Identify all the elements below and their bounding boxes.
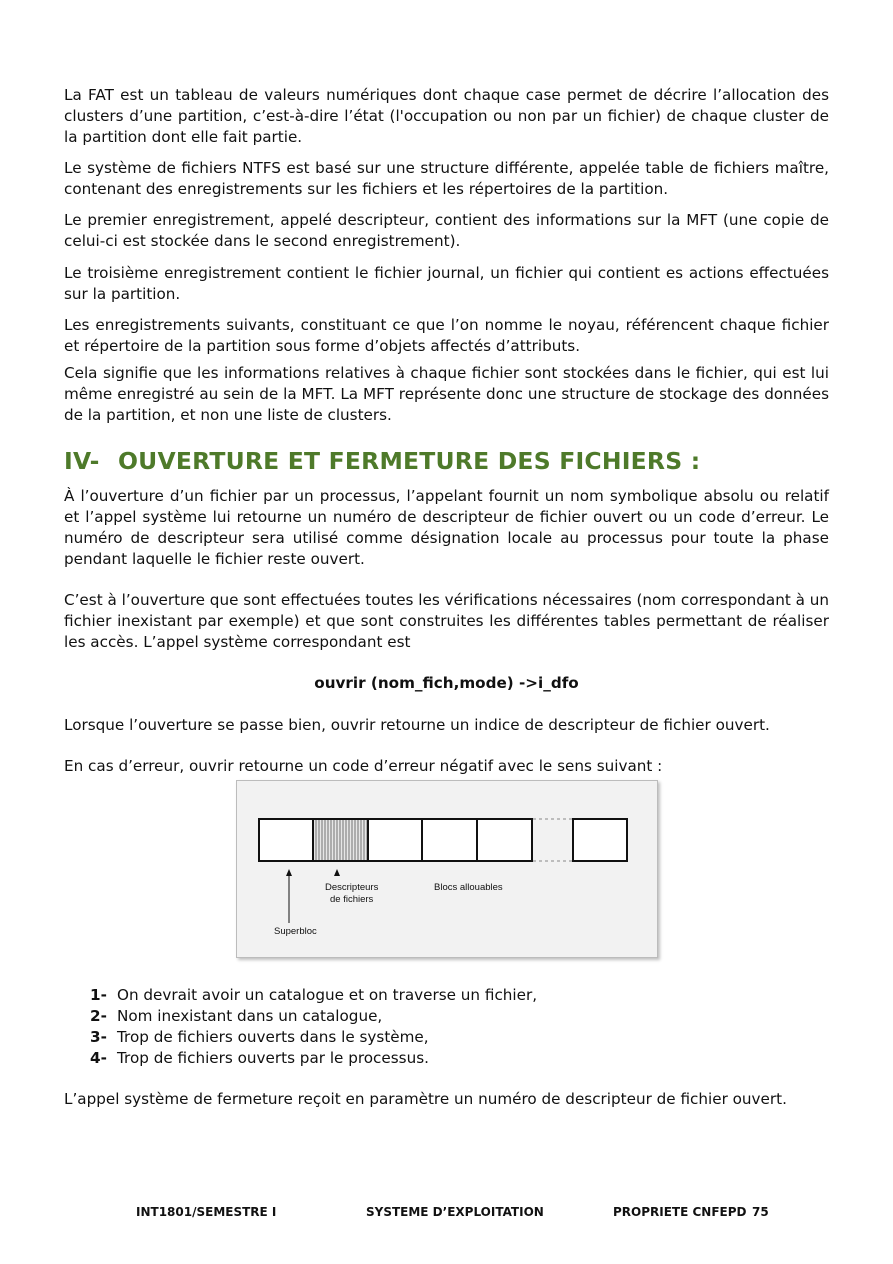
superbloc-block — [259, 819, 313, 861]
error-codes-list — [64, 985, 829, 1069]
label-superbloc: Superbloc — [274, 926, 317, 937]
list-item-text: Trop de fichiers ouverts par le processus. — [117, 1049, 429, 1067]
section-heading — [64, 446, 829, 476]
paragraph-next-records: Les enregistrements suivants, constituant ce que l’on nomme le noyau, référencent chaque fichier et répertoire de la partition sous forme d’objets affectés d’attributs. — [64, 316, 829, 355]
paragraph-first-record: Le premier enregistrement, appelé descripteur, contient des informations sur la MFT (une copie de celui-ci est stockée dans le second enregistrement). — [64, 211, 829, 250]
descriptor-arrow-head — [334, 869, 340, 876]
label-descripteurs-2: de fichiers — [330, 894, 374, 905]
alloc-block-2 — [422, 819, 477, 861]
section-number: IV- — [64, 447, 100, 475]
list-item-number: 3- — [90, 1028, 107, 1046]
paragraph-third-record: Le troisième enregistrement contient le fichier journal, un fichier qui contient es actions effectuées sur la partition. — [64, 264, 829, 303]
label-descripteurs-1: Descripteurs — [325, 882, 379, 893]
list-item — [90, 1006, 829, 1027]
list-item — [90, 1027, 829, 1048]
paragraph-fat: La FAT est un tableau de valeurs numériques dont chaque case permet de décrire l’allocation des clusters d’une partition, c’est-à-dire l’état (l'occupation ou non par un fichier) de chaque cluster de la partition dont elle fait partie. — [64, 86, 829, 146]
paragraph-closing: L’appel système de fermeture reçoit en paramètre un numéro de descripteur de fichier ouvert. — [64, 1090, 787, 1108]
alloc-block-3 — [477, 819, 532, 861]
list-item-text: On devrait avoir un catalogue et on traverse un fichier, — [117, 986, 538, 1004]
alloc-block-1 — [368, 819, 422, 861]
footer-subject: SYSTEME D’EXPLOITATION — [366, 1205, 544, 1219]
paragraph-ntfs: Le système de fichiers NTFS est basé sur une structure différente, appelée table de fichiers maître, contenant des enregistrements sur les fichiers et les répertoires de la partition. — [64, 159, 829, 198]
list-item-number: 4- — [90, 1049, 107, 1067]
section-title: OUVERTURE ET FERMETURE DES FICHIERS : — [118, 447, 701, 475]
superbloc-arrow-head — [286, 869, 292, 876]
paragraph-error-intro: En cas d’erreur, ouvrir retourne un code d’erreur négatif avec le sens suivant : — [64, 757, 663, 775]
disk-layout-diagram — [237, 781, 657, 957]
list-item — [90, 1048, 829, 1069]
system-call-signature: ouvrir (nom_fich,mode) ->i_dfo — [314, 674, 579, 692]
page-content — [64, 85, 829, 1110]
list-item-number: 1- — [90, 986, 107, 1004]
paragraph-mft-structure: Cela signifie que les informations relatives à chaque fichier sont stockées dans le fichier, qui est lui même enregistré au sein de la MFT. La MFT représente donc une structure de stockage des données de la partition, et non une liste de clusters. — [64, 364, 829, 424]
list-item-number: 2- — [90, 1007, 107, 1025]
paragraph-success: Lorsque l’ouverture se passe bien, ouvrir retourne un indice de descripteur de fichier ouvert. — [64, 716, 770, 734]
list-item — [90, 985, 829, 1006]
footer-course: INT1801/SEMESTRE I — [136, 1205, 277, 1219]
descriptor-block — [313, 819, 368, 861]
label-blocs: Blocs allouables — [434, 882, 503, 893]
list-item-text: Nom inexistant dans un catalogue, — [117, 1007, 383, 1025]
footer-page-number: 75 — [752, 1205, 769, 1219]
paragraph-opening: À l’ouverture d’un fichier par un processus, l’appelant fournit un nom symbolique absolu ou relatif et l’appel système lui retourne un numéro de descripteur de fichier ouvert ou un code d’erreur. Le numéro de descripteur sera utilisé comme désignation locale au processus pour toute la phase pendant laquelle le fichier reste ouvert. — [64, 487, 829, 568]
alloc-block-last — [573, 819, 627, 861]
paragraph-verifications: C’est à l’ouverture que sont effectuées toutes les vérifications nécessaires (nom correspondant à un fichier inexistant par exemple) et que sont construites les différentes tables permettant de réaliser les accès. L’appel système correspondant est — [64, 591, 829, 651]
footer-owner: PROPRIETE CNFEPD — [613, 1205, 747, 1219]
disk-layout-figure — [236, 780, 658, 958]
list-item-text: Trop de fichiers ouverts dans le système, — [117, 1028, 429, 1046]
